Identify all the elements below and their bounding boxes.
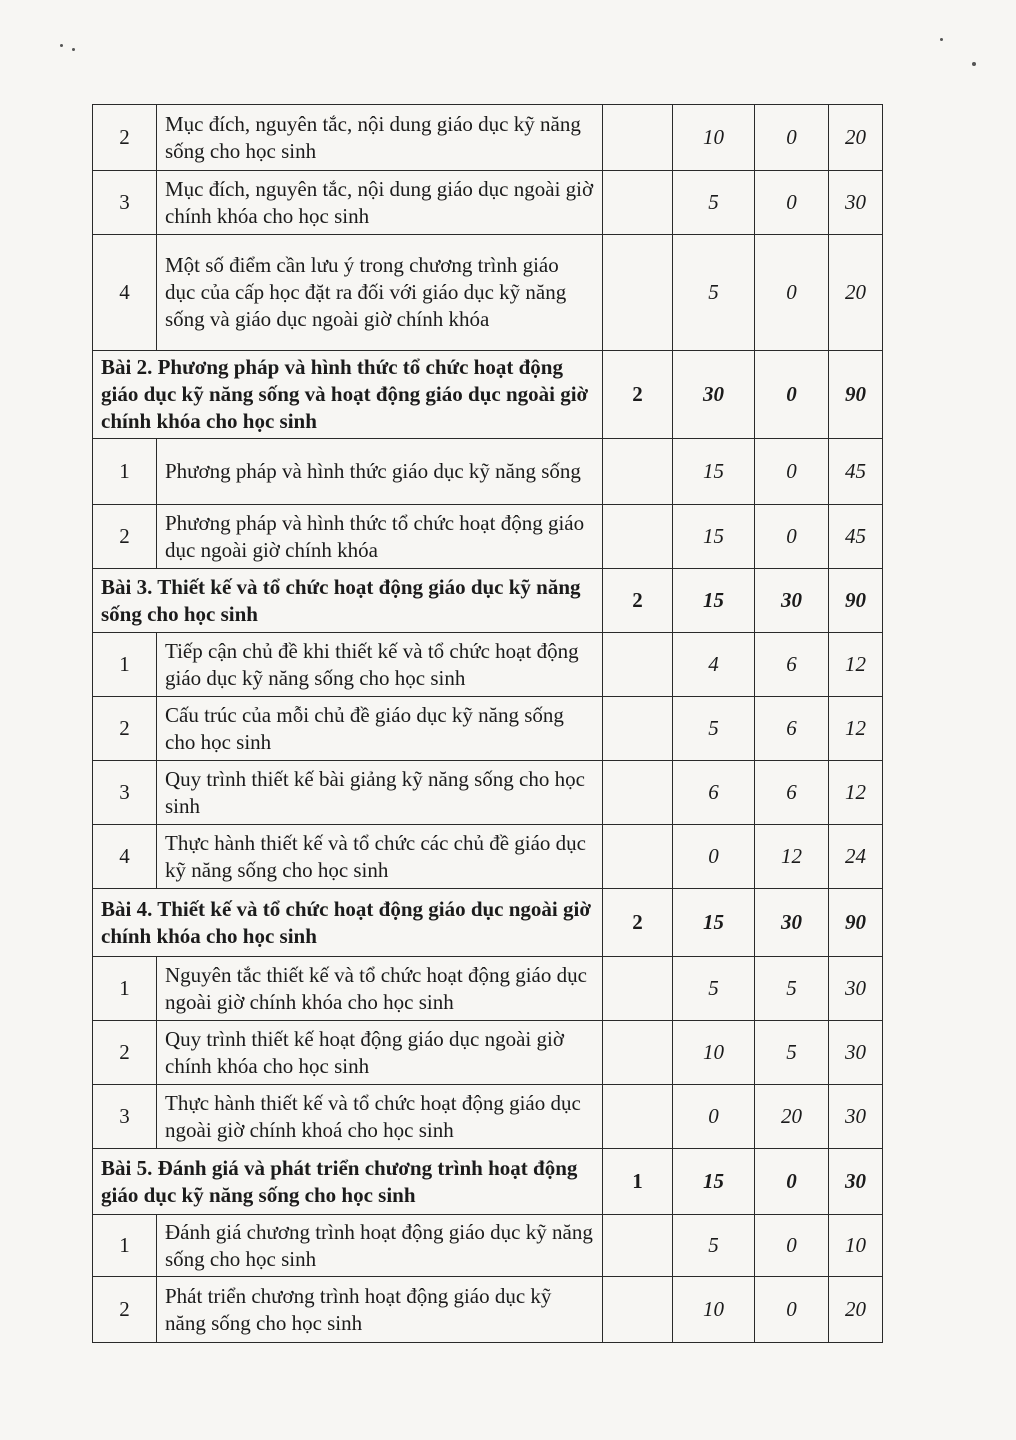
lesson-title: Bài 5. Đánh giá và phát triển chương trình hoạt động giáo dục kỹ năng sống cho học sinh (93, 1149, 603, 1215)
scan-speck (60, 44, 63, 47)
practice-hours-cell: 30 (755, 569, 829, 633)
practice-hours-cell: 6 (755, 761, 829, 825)
lesson-header-row (93, 889, 883, 957)
theory-hours-cell: 5 (673, 1215, 755, 1277)
practice-hours-cell: 0 (755, 171, 829, 235)
theory-hours-cell: 0 (673, 1085, 755, 1149)
scan-speck (940, 38, 943, 41)
topic-content: Nguyên tắc thiết kế và tổ chức hoạt động giáo dục ngoài giờ chính khóa cho học sinh (157, 957, 603, 1021)
topic-content: Phát triển chương trình hoạt động giáo dục kỹ năng sống cho học sinh (157, 1277, 603, 1343)
self-study-hours-cell: 45 (829, 439, 883, 505)
topic-index: 2 (93, 505, 157, 569)
theory-hours-cell: 15 (673, 505, 755, 569)
topic-index: 4 (93, 235, 157, 351)
theory-hours-cell: 4 (673, 633, 755, 697)
practice-hours-cell: 0 (755, 1149, 829, 1215)
credits-cell (603, 697, 673, 761)
theory-hours-cell: 5 (673, 957, 755, 1021)
topic-content: Quy trình thiết kế hoạt động giáo dục ngoài giờ chính khóa cho học sinh (157, 1021, 603, 1085)
practice-hours-cell: 6 (755, 697, 829, 761)
credits-cell (603, 505, 673, 569)
credits-cell (603, 1085, 673, 1149)
topic-row (93, 957, 883, 1021)
credits-cell (603, 171, 673, 235)
self-study-hours-cell: 30 (829, 1149, 883, 1215)
self-study-hours-cell: 20 (829, 1277, 883, 1343)
credits-cell (603, 105, 673, 171)
self-study-hours-cell: 20 (829, 105, 883, 171)
practice-hours-cell: 0 (755, 1215, 829, 1277)
self-study-hours-cell: 24 (829, 825, 883, 889)
theory-hours-cell: 5 (673, 171, 755, 235)
self-study-hours-cell: 12 (829, 761, 883, 825)
topic-row (93, 633, 883, 697)
practice-hours-cell: 0 (755, 439, 829, 505)
practice-hours-cell: 0 (755, 1277, 829, 1343)
credits-cell: 2 (603, 889, 673, 957)
self-study-hours-cell: 20 (829, 235, 883, 351)
topic-row (93, 105, 883, 171)
credits-cell (603, 761, 673, 825)
lesson-title: Bài 2. Phương pháp và hình thức tổ chức hoạt động giáo dục kỹ năng sống và hoạt động giáo dục ngoài giờ chính khóa cho học sinh (93, 351, 603, 439)
lesson-title: Bài 3. Thiết kế và tổ chức hoạt động giáo dục kỹ năng sống cho học sinh (93, 569, 603, 633)
topic-index: 3 (93, 171, 157, 235)
syllabus-table-body (93, 105, 883, 1343)
credits-cell (603, 633, 673, 697)
topic-content: Quy trình thiết kế bài giảng kỹ năng sống cho học sinh (157, 761, 603, 825)
self-study-hours-cell: 12 (829, 633, 883, 697)
topic-content: Mục đích, nguyên tắc, nội dung giáo dục kỹ năng sống cho học sinh (157, 105, 603, 171)
practice-hours-cell: 6 (755, 633, 829, 697)
practice-hours-cell: 12 (755, 825, 829, 889)
scan-speck (72, 48, 75, 51)
theory-hours-cell: 15 (673, 889, 755, 957)
lesson-title: Bài 4. Thiết kế và tổ chức hoạt động giáo dục ngoài giờ chính khóa cho học sinh (93, 889, 603, 957)
practice-hours-cell: 0 (755, 351, 829, 439)
topic-row (93, 1021, 883, 1085)
self-study-hours-cell: 12 (829, 697, 883, 761)
credits-cell (603, 825, 673, 889)
self-study-hours-cell: 10 (829, 1215, 883, 1277)
topic-row (93, 439, 883, 505)
topic-index: 2 (93, 105, 157, 171)
topic-content: Tiếp cận chủ đề khi thiết kế và tổ chức hoạt động giáo dục kỹ năng sống cho học sinh (157, 633, 603, 697)
credits-cell (603, 1277, 673, 1343)
topic-content: Thực hành thiết kế và tổ chức hoạt động giáo dục ngoài giờ chính khoá cho học sinh (157, 1085, 603, 1149)
practice-hours-cell: 0 (755, 235, 829, 351)
theory-hours-cell: 10 (673, 1021, 755, 1085)
topic-content: Đánh giá chương trình hoạt động giáo dục kỹ năng sống cho học sinh (157, 1215, 603, 1277)
self-study-hours-cell: 30 (829, 957, 883, 1021)
credits-cell (603, 957, 673, 1021)
practice-hours-cell: 30 (755, 889, 829, 957)
topic-row (93, 1085, 883, 1149)
topic-row (93, 1277, 883, 1343)
credits-cell (603, 1215, 673, 1277)
topic-content: Mục đích, nguyên tắc, nội dung giáo dục ngoài giờ chính khóa cho học sinh (157, 171, 603, 235)
theory-hours-cell: 30 (673, 351, 755, 439)
theory-hours-cell: 5 (673, 235, 755, 351)
topic-row (93, 235, 883, 351)
scan-speck (972, 62, 976, 66)
practice-hours-cell: 5 (755, 957, 829, 1021)
credits-cell (603, 235, 673, 351)
theory-hours-cell: 5 (673, 697, 755, 761)
topic-index: 1 (93, 957, 157, 1021)
credits-cell: 1 (603, 1149, 673, 1215)
syllabus-table (92, 104, 883, 1343)
topic-row (93, 697, 883, 761)
topic-content: Phương pháp và hình thức tổ chức hoạt động giáo dục ngoài giờ chính khóa (157, 505, 603, 569)
topic-index: 2 (93, 1277, 157, 1343)
theory-hours-cell: 6 (673, 761, 755, 825)
topic-row (93, 505, 883, 569)
practice-hours-cell: 0 (755, 505, 829, 569)
credits-cell: 2 (603, 351, 673, 439)
topic-index: 1 (93, 439, 157, 505)
theory-hours-cell: 0 (673, 825, 755, 889)
topic-row (93, 1215, 883, 1277)
practice-hours-cell: 20 (755, 1085, 829, 1149)
self-study-hours-cell: 45 (829, 505, 883, 569)
topic-row (93, 171, 883, 235)
topic-content: Cấu trúc của mỗi chủ đề giáo dục kỹ năng sống cho học sinh (157, 697, 603, 761)
practice-hours-cell: 0 (755, 105, 829, 171)
topic-index: 2 (93, 1021, 157, 1085)
self-study-hours-cell: 30 (829, 1021, 883, 1085)
credits-cell (603, 1021, 673, 1085)
theory-hours-cell: 10 (673, 105, 755, 171)
self-study-hours-cell: 90 (829, 889, 883, 957)
lesson-header-row (93, 351, 883, 439)
topic-index: 4 (93, 825, 157, 889)
theory-hours-cell: 10 (673, 1277, 755, 1343)
credits-cell: 2 (603, 569, 673, 633)
self-study-hours-cell: 90 (829, 569, 883, 633)
topic-row (93, 825, 883, 889)
self-study-hours-cell: 90 (829, 351, 883, 439)
self-study-hours-cell: 30 (829, 171, 883, 235)
topic-content: Thực hành thiết kế và tổ chức các chủ đề giáo dục kỹ năng sống cho học sinh (157, 825, 603, 889)
topic-index: 1 (93, 633, 157, 697)
lesson-header-row (93, 1149, 883, 1215)
self-study-hours-cell: 30 (829, 1085, 883, 1149)
topic-row (93, 761, 883, 825)
topic-index: 3 (93, 1085, 157, 1149)
practice-hours-cell: 5 (755, 1021, 829, 1085)
topic-content: Phương pháp và hình thức giáo dục kỹ năng sống (157, 439, 603, 505)
topic-index: 1 (93, 1215, 157, 1277)
topic-index: 2 (93, 697, 157, 761)
theory-hours-cell: 15 (673, 1149, 755, 1215)
credits-cell (603, 439, 673, 505)
topic-index: 3 (93, 761, 157, 825)
theory-hours-cell: 15 (673, 569, 755, 633)
theory-hours-cell: 15 (673, 439, 755, 505)
topic-content: Một số điểm cần lưu ý trong chương trình giáo dục của cấp học đặt ra đối với giáo dục kỹ năng sống và giáo dục ngoài giờ chính khóa (157, 235, 603, 351)
lesson-header-row (93, 569, 883, 633)
